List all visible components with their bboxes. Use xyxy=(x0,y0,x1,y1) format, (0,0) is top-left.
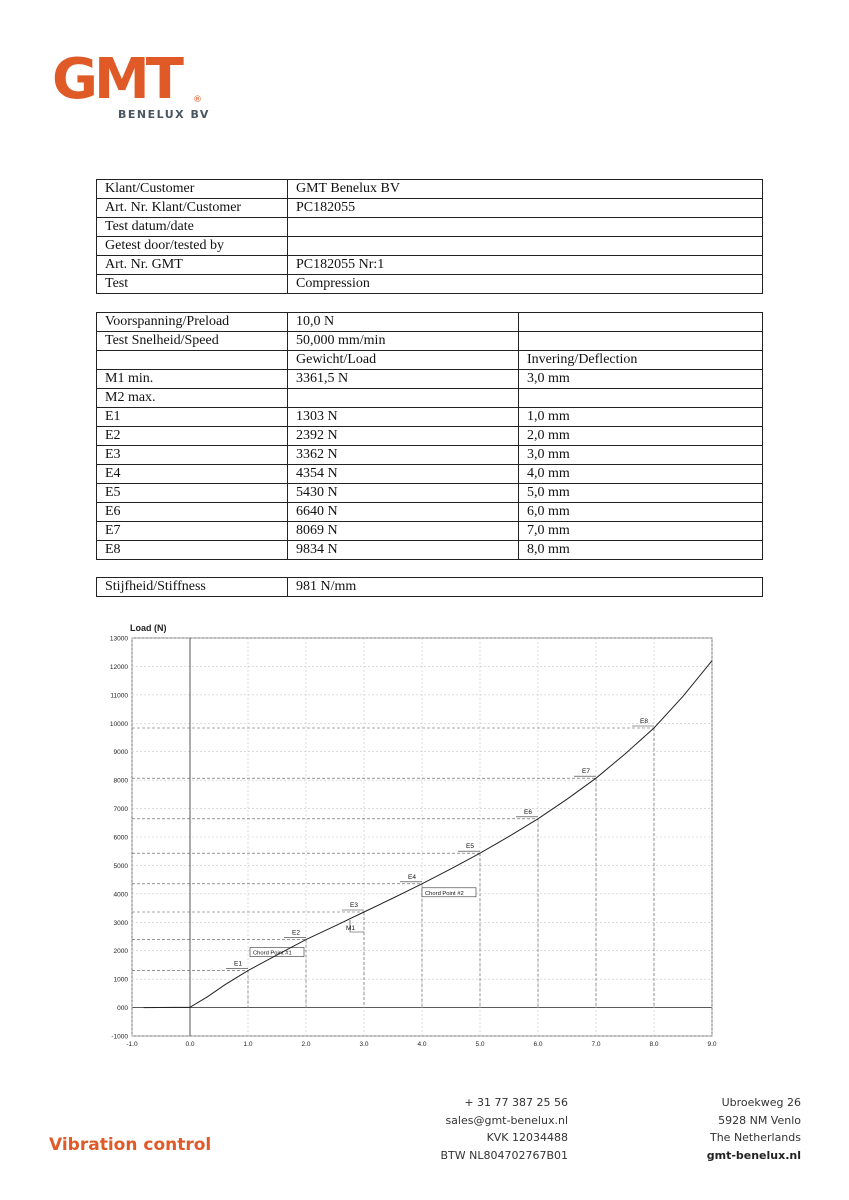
x-tick-label: 6.0 xyxy=(533,1041,543,1048)
test-results-table xyxy=(96,312,763,560)
result-row xyxy=(97,427,763,446)
y-tick-label: -1000 xyxy=(111,1033,128,1041)
result-load: 3361,5 N xyxy=(288,370,519,389)
phone: + 31 77 387 25 56 xyxy=(464,1096,568,1109)
result-row xyxy=(97,446,763,465)
result-load: 3362 N xyxy=(288,446,519,465)
info-label: Test xyxy=(97,275,288,294)
x-tick-label: 8.0 xyxy=(649,1041,659,1048)
result-row xyxy=(97,465,763,484)
result-load: 6640 N xyxy=(288,503,519,522)
y-tick-label: 10000 xyxy=(109,720,128,728)
gmt-logo-icon xyxy=(52,52,212,104)
header-load: Gewicht/Load xyxy=(288,351,519,370)
y-tick-label: 13000 xyxy=(109,635,128,643)
marker-label: E4 xyxy=(408,873,416,881)
company-logo xyxy=(52,52,212,124)
result-row xyxy=(97,541,763,560)
y-tick-label: 1000 xyxy=(113,976,128,984)
speed-label: Test Snelheid/Speed xyxy=(97,332,288,351)
result-label: E4 xyxy=(97,465,288,484)
result-load: 9834 N xyxy=(288,541,519,560)
info-row xyxy=(97,237,763,256)
preload-value: 10,0 N xyxy=(288,313,519,332)
stiffness-table xyxy=(96,577,763,597)
result-deflection: 2,0 mm xyxy=(519,427,763,446)
y-tick-label: 3000 xyxy=(113,919,128,927)
info-label: Klant/Customer xyxy=(97,180,288,199)
result-deflection: 6,0 mm xyxy=(519,503,763,522)
result-label: E5 xyxy=(97,484,288,503)
street: Ubroekweg 26 xyxy=(721,1096,801,1109)
result-load: 4354 N xyxy=(288,465,519,484)
result-deflection: 7,0 mm xyxy=(519,522,763,541)
result-row xyxy=(97,389,763,408)
info-value: GMT Benelux BV xyxy=(288,180,763,199)
x-tick-label: 5.0 xyxy=(475,1041,485,1048)
marker-label: M1 xyxy=(346,924,356,932)
speed-value: 50,000 mm/min xyxy=(288,332,519,351)
chart-canvas xyxy=(100,618,720,1048)
y-tick-label: 11000 xyxy=(110,692,128,700)
contact-block xyxy=(390,1094,568,1164)
y-axis-label: Load (N) xyxy=(130,623,167,633)
result-row xyxy=(97,522,763,541)
city: 5928 NM Venlo xyxy=(718,1113,801,1127)
marker-label: E3 xyxy=(350,901,358,909)
info-row xyxy=(97,199,763,218)
x-tick-label: 2.0 xyxy=(301,1041,311,1048)
y-tick-label: 7000 xyxy=(113,806,128,814)
y-tick-label: 5000 xyxy=(113,862,128,870)
speed-extra xyxy=(519,332,763,351)
logo-wordmark: GMT xyxy=(52,52,180,104)
marker-label: E8 xyxy=(640,718,648,726)
info-label: Getest door/tested by xyxy=(97,237,288,256)
result-label: E6 xyxy=(97,503,288,522)
y-tick-label: 8000 xyxy=(113,777,128,785)
country: The Netherlands xyxy=(709,1131,801,1144)
result-deflection: 3,0 mm xyxy=(519,446,763,465)
x-tick-label: 1.0 xyxy=(243,1041,253,1048)
result-label: E8 xyxy=(97,541,288,560)
result-load: 2392 N xyxy=(288,427,519,446)
result-load: 8069 N xyxy=(288,522,519,541)
y-tick-label: 000 xyxy=(117,1005,128,1013)
kvk-number: KVK 12034488 xyxy=(486,1131,568,1144)
header-label xyxy=(97,351,288,370)
logo-subtitle: BENELUX BV xyxy=(118,108,210,121)
info-label: Art. Nr. Klant/Customer xyxy=(97,199,288,218)
marker-label: E1 xyxy=(234,960,242,968)
result-label: E3 xyxy=(97,446,288,465)
y-tick-label: 12000 xyxy=(109,663,128,671)
result-deflection: 5,0 mm xyxy=(519,484,763,503)
y-tick-label: 2000 xyxy=(113,948,128,956)
speed-row xyxy=(97,332,763,351)
result-label: M2 max. xyxy=(97,389,288,408)
load-deflection-chart xyxy=(100,618,720,1048)
result-row xyxy=(97,408,763,427)
result-row xyxy=(97,484,763,503)
result-deflection: 4,0 mm xyxy=(519,465,763,484)
y-tick-label: 4000 xyxy=(113,891,128,899)
customer-info-table xyxy=(96,179,763,294)
marker-label: E6 xyxy=(524,808,532,816)
info-row xyxy=(97,275,763,294)
result-label: E2 xyxy=(97,427,288,446)
marker-label: E7 xyxy=(582,768,590,776)
result-deflection: 3,0 mm xyxy=(519,370,763,389)
x-tick-label: -1.0 xyxy=(126,1041,138,1048)
preload-extra xyxy=(519,313,763,332)
stiffness-label: Stijfheid/Stiffness xyxy=(97,578,288,597)
header-deflection: Invering/Deflection xyxy=(519,351,763,370)
result-deflection: 8,0 mm xyxy=(519,541,763,560)
x-tick-label: 3.0 xyxy=(359,1041,369,1048)
x-tick-label: 0.0 xyxy=(185,1041,195,1048)
result-deflection: 1,0 mm xyxy=(519,408,763,427)
result-row xyxy=(97,370,763,389)
info-label: Test datum/date xyxy=(97,218,288,237)
stiffness-value: 981 N/mm xyxy=(288,578,763,597)
info-value: PC182055 xyxy=(288,199,763,218)
annotation-label: Chord Point #2 xyxy=(425,890,464,897)
load-curve xyxy=(144,661,712,1008)
result-label: E1 xyxy=(97,408,288,427)
annotation-label: Chord Point #1 xyxy=(253,950,292,957)
preload-label: Voorspanning/Preload xyxy=(97,313,288,332)
info-label: Art. Nr. GMT xyxy=(97,256,288,275)
info-value xyxy=(288,218,763,237)
registered-mark: ® xyxy=(193,95,202,104)
x-tick-label: 7.0 xyxy=(591,1041,601,1048)
marker-label: E2 xyxy=(292,929,300,937)
info-value xyxy=(288,237,763,256)
btw-number: BTW NL804702767B01 xyxy=(440,1148,568,1162)
stiffness-row xyxy=(97,578,763,597)
result-load: 5430 N xyxy=(288,484,519,503)
info-value: PC182055 Nr:1 xyxy=(288,256,763,275)
info-row xyxy=(97,218,763,237)
marker-label: E5 xyxy=(466,843,474,851)
result-load xyxy=(288,389,519,408)
x-tick-label: 9.0 xyxy=(707,1041,717,1048)
preload-row xyxy=(97,313,763,332)
result-load: 1303 N xyxy=(288,408,519,427)
tagline: Vibration control xyxy=(49,1135,212,1155)
info-value: Compression xyxy=(288,275,763,294)
info-row xyxy=(97,180,763,199)
result-label: E7 xyxy=(97,522,288,541)
email: sales@gmt-benelux.nl xyxy=(445,1113,568,1127)
x-tick-label: 4.0 xyxy=(417,1041,427,1048)
info-row xyxy=(97,256,763,275)
result-deflection xyxy=(519,389,763,408)
result-row xyxy=(97,503,763,522)
result-label: M1 min. xyxy=(97,370,288,389)
y-tick-label: 6000 xyxy=(113,834,128,842)
address-block xyxy=(640,1094,801,1164)
results-header-row xyxy=(97,351,763,370)
y-tick-label: 9000 xyxy=(113,749,128,757)
website-link[interactable]: gmt-benelux.nl xyxy=(706,1148,801,1162)
